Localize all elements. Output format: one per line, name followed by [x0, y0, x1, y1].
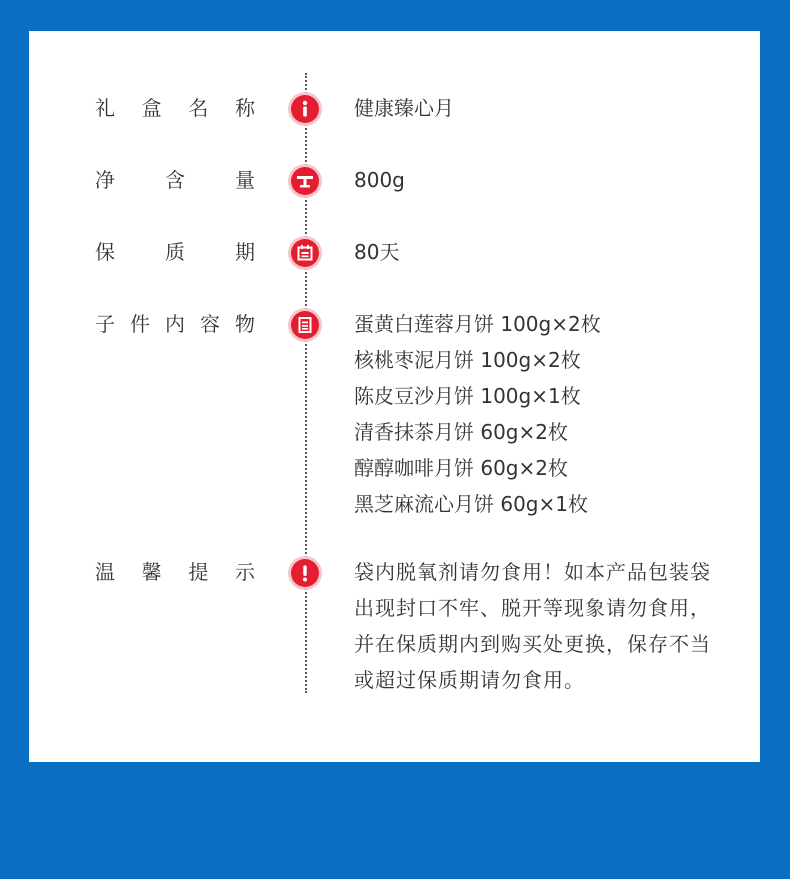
label-warm-tip: 温 馨 提 示 [95, 560, 255, 584]
list-icon [291, 311, 319, 339]
list-item: 陈皮豆沙月饼 100g×1枚 [354, 384, 581, 408]
label-net-content: 净 含 量 [95, 168, 255, 192]
info-icon [291, 95, 319, 123]
list-item: 蛋黄白莲蓉月饼 100g×2枚 [354, 312, 601, 336]
info-card [29, 31, 760, 762]
value-net-content: 800g [354, 168, 405, 192]
calendar-icon [291, 239, 319, 267]
list-item: 核桃枣泥月饼 100g×2枚 [354, 348, 581, 372]
dotted-timeline [305, 73, 307, 693]
value-contents-list [354, 306, 734, 522]
scale-icon [291, 167, 319, 195]
list-item: 醇醇咖啡月饼 60g×2枚 [354, 456, 568, 480]
list-item: 黑芝麻流心月饼 60g×1枚 [354, 492, 588, 516]
value-warm-tip: 袋内脱氧剂请勿食用！如本产品包装袋出现封口不牢、脱开等现象请勿食用，并在保质期内到购买处更换，保存不当或超过保质期请勿食用。 [354, 560, 711, 692]
value-gift-box-name: 健康臻心月 [354, 96, 454, 120]
warning-icon [291, 559, 319, 587]
label-contents: 子 件 内 容 物 [95, 312, 255, 336]
list-item: 清香抹茶月饼 60g×2枚 [354, 420, 568, 444]
label-shelf-life: 保 质 期 [95, 240, 255, 264]
value-shelf-life: 80天 [354, 240, 400, 264]
label-gift-box-name: 礼 盒 名 称 [95, 96, 255, 120]
